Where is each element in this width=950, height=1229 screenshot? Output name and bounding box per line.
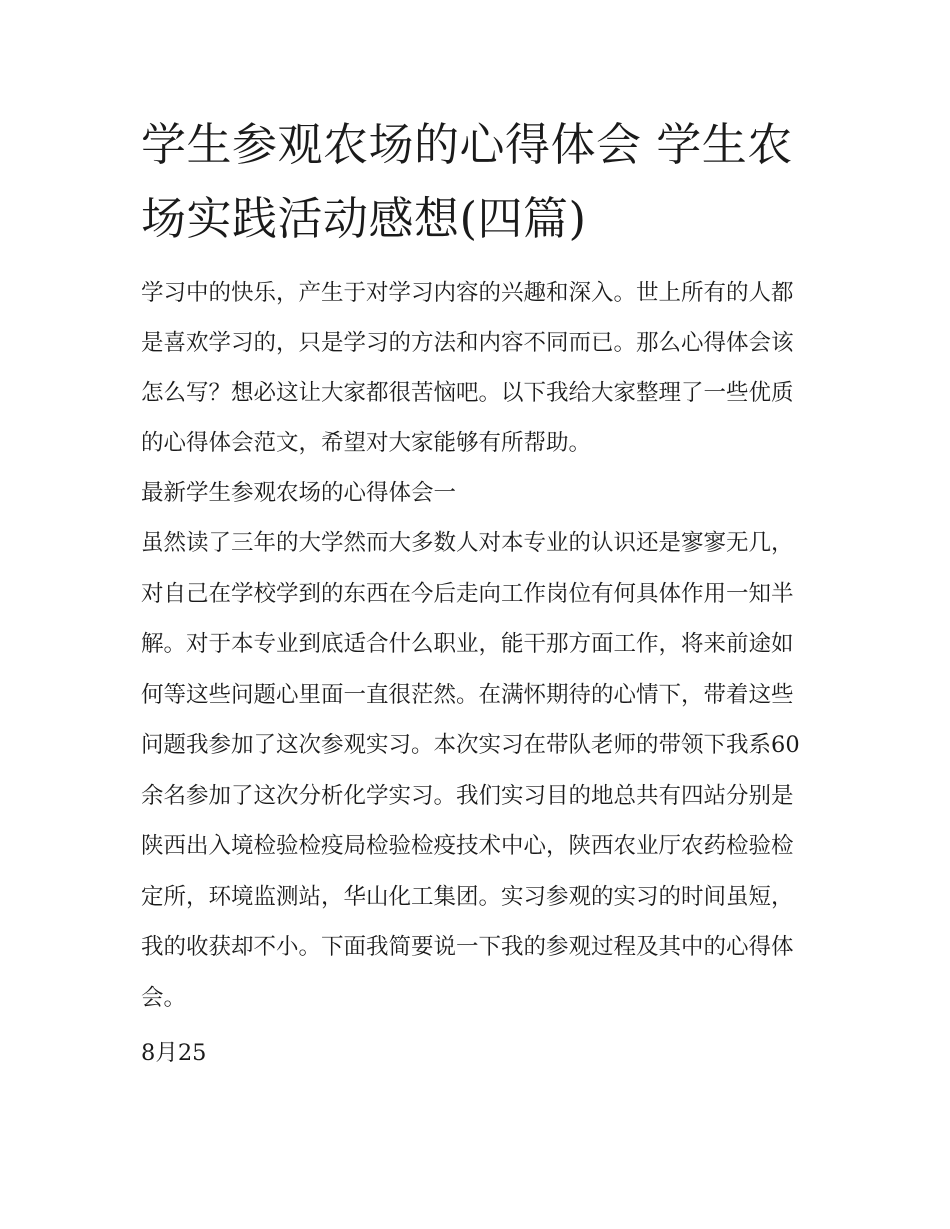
date-line: 8月25: [141, 1040, 207, 1066]
section-heading: 最新学生参观农场的心得体会一: [141, 480, 457, 506]
document-page: [141, 108, 813, 1075]
document-title: 学生参观农场的心得体会 学生农场实践活动感想(四篇): [141, 118, 793, 245]
body-paragraph: 虽然读了三年的大学然而大多数人对本专业的认识还是寥寥无几，对自己在学校学到的东西在今后走向工作岗位有何具体作用一知半解。对于本专业到底适合什么职业，能干那方面工作，将来前途如何等这些问题心里面一直很茫然。在满怀期待的心情下，带着这些问题我参加了这次参观实习。本次实习在带队老师的带领下我系60余名参加了这次分析化学实习。我们实习目的地总共有四站分别是陕西出入境检验检疫局检验检疫技术中心，陕西农业厅农药检验检定所，环境监测站，华山化工集团。实习参观的实习的时间虽短，我的收获却不小。下面我简要说一下我的参观过程及其中的心得体会。: [141, 530, 800, 1011]
intro-paragraph: 学习中的快乐，产生于对学习内容的兴趣和深入。世上所有的人都是喜欢学习的，只是学习的方法和内容不同而已。那么心得体会该怎么写？想必这让大家都很苦恼吧。以下我给大家整理了一些优质的心得体会范文，希望对大家能够有所帮助。: [141, 280, 794, 456]
